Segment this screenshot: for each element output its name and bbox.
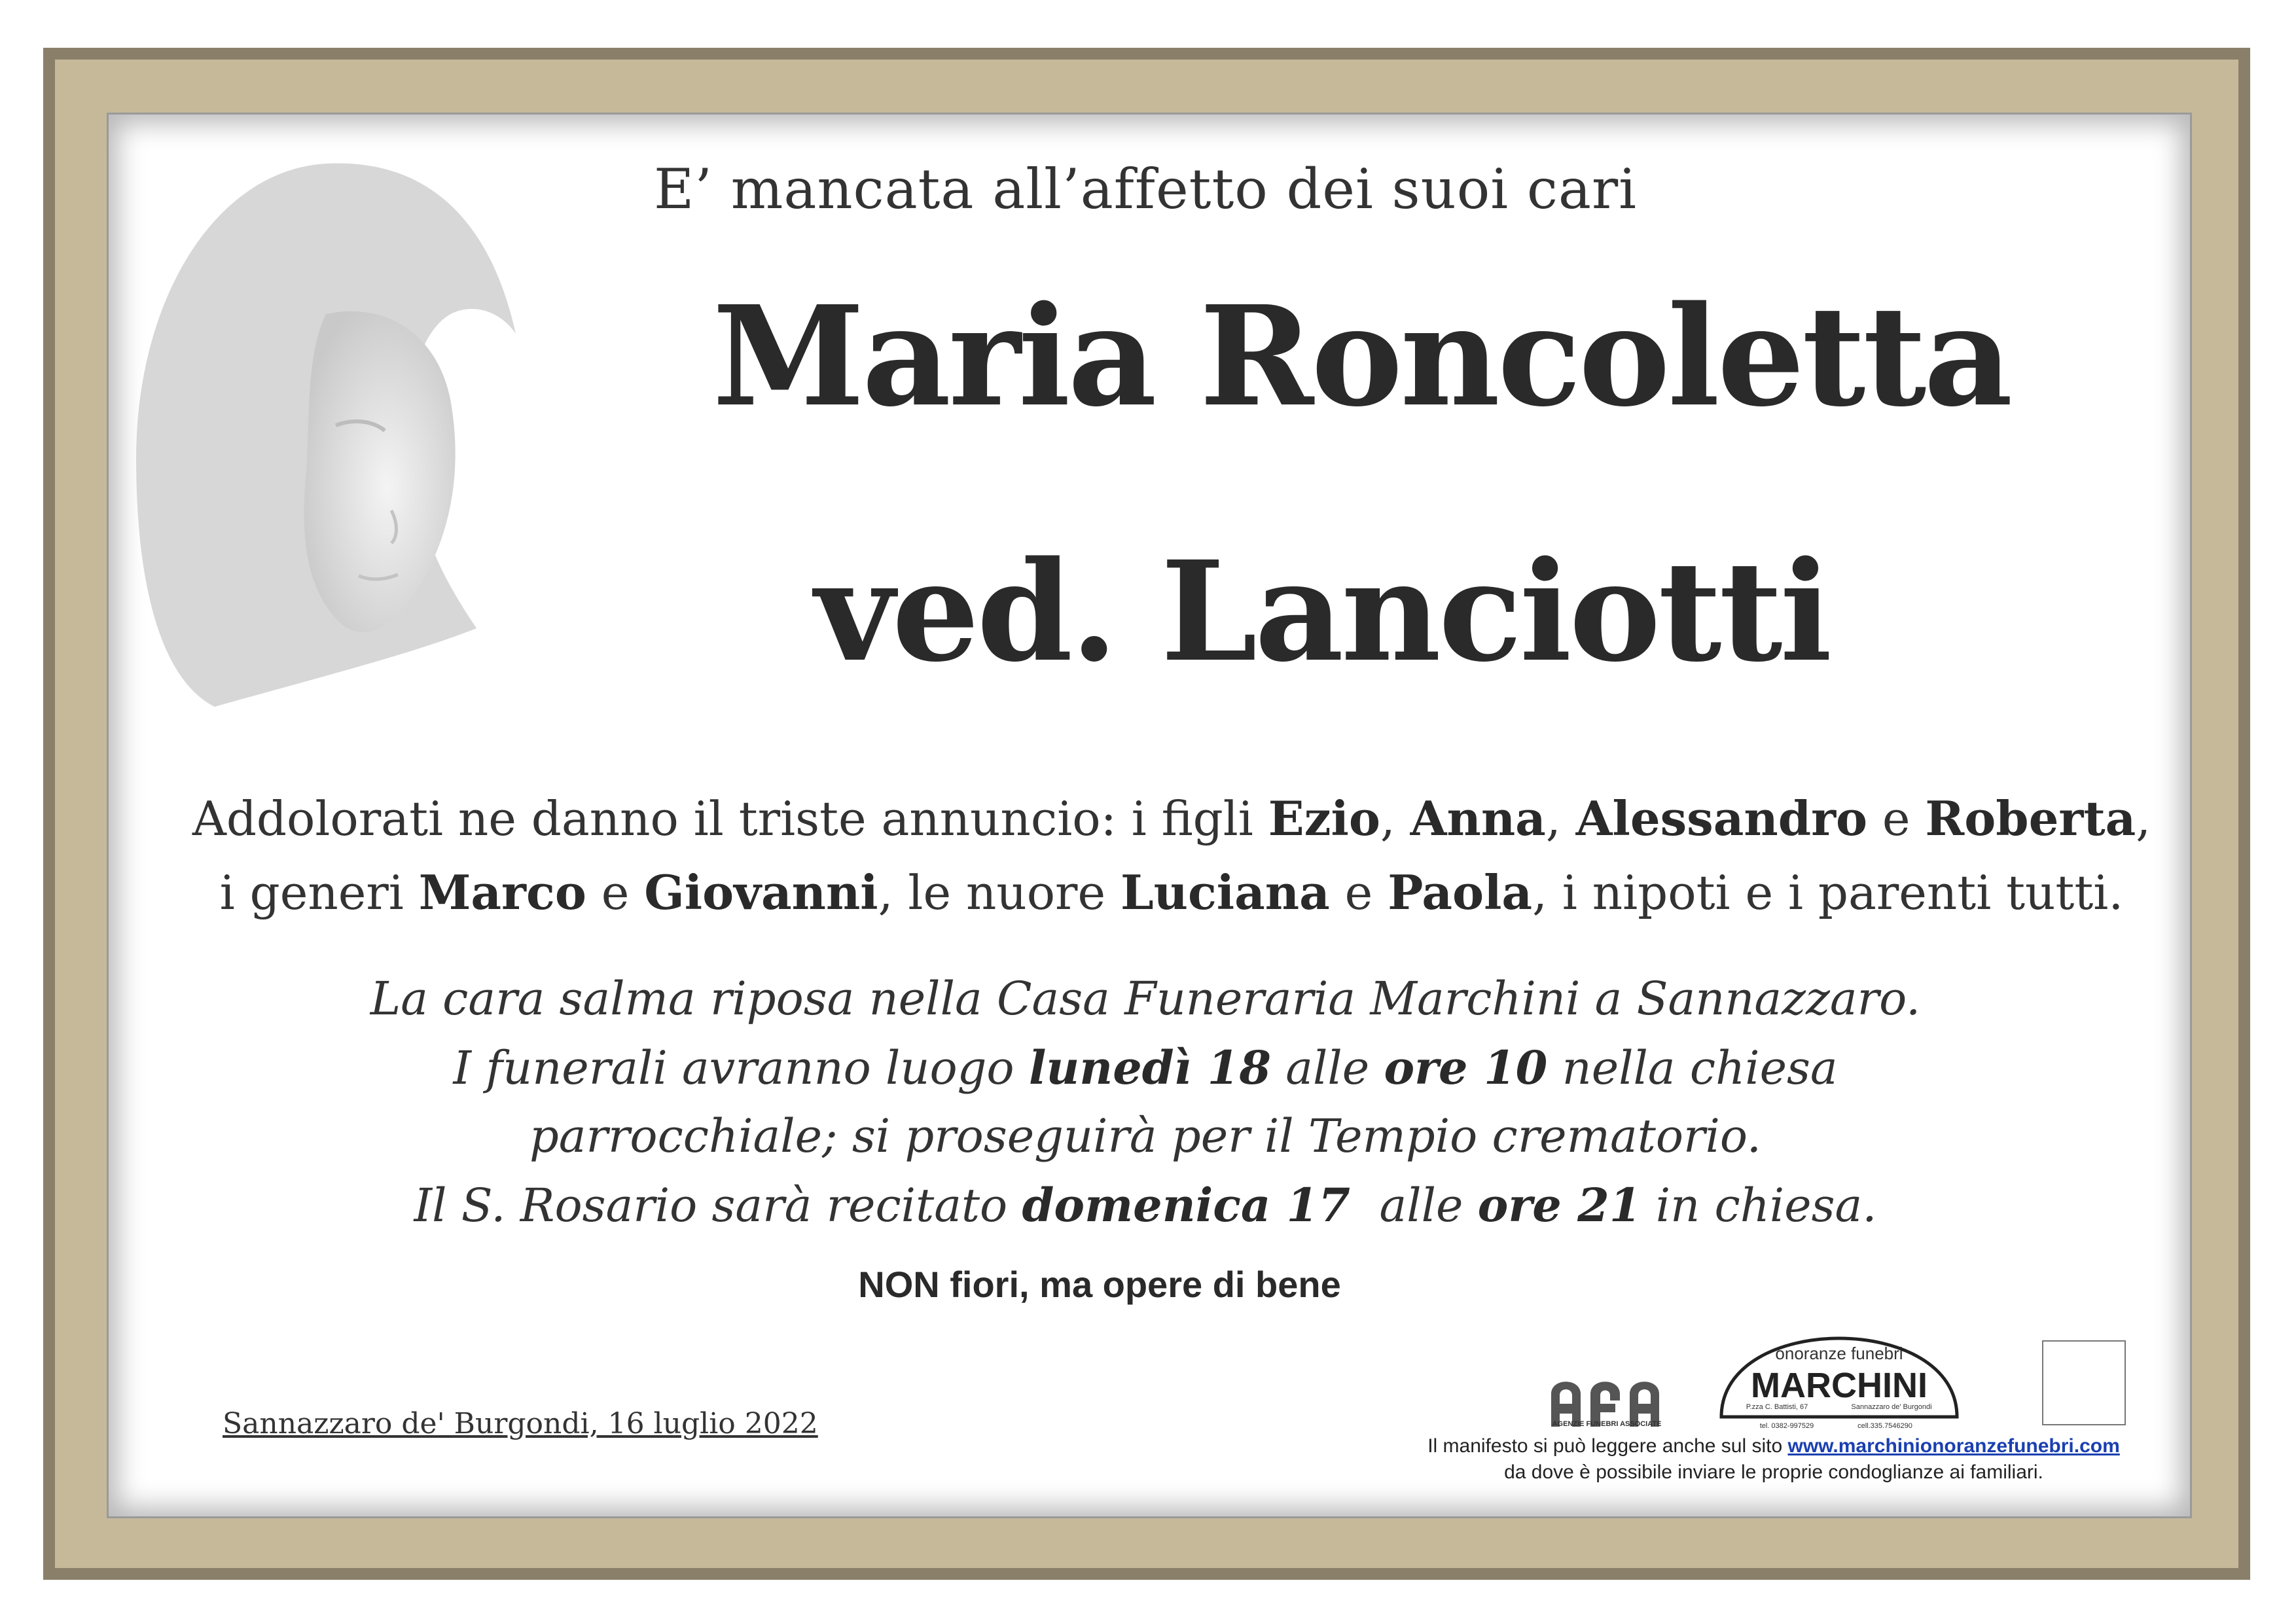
announcement-text: , i nipoti e i parenti tutti. bbox=[1532, 865, 2124, 920]
announcement-line-2 bbox=[170, 856, 2173, 929]
website-note-line-2: da dove è possibile inviare le proprie condoglianze ai familiari. bbox=[1504, 1461, 2043, 1483]
announcement-text: Addolorati ne danno il triste annuncio: i figli bbox=[192, 791, 1268, 846]
info-line-4 bbox=[327, 1178, 1964, 1232]
child-name: Anna bbox=[1410, 791, 1546, 846]
marchini-address: P.zza C. Battisti, 67 bbox=[1746, 1403, 1808, 1411]
separator: , bbox=[1545, 791, 1576, 846]
funeral-time: ore 10 bbox=[1384, 1041, 1548, 1095]
info-line-3: parrocchiale; si proseguirà per il Tempio crematorio. bbox=[529, 1109, 1762, 1163]
info-text: Il S. Rosario sarà recitato bbox=[414, 1179, 1022, 1232]
website-note-line-1 bbox=[1374, 1433, 2173, 1459]
marchini-town: Sannazzaro de' Burgondi bbox=[1851, 1403, 1932, 1411]
info-text: alle bbox=[1350, 1179, 1478, 1232]
marchini-mobile: cell.335.7546290 bbox=[1857, 1422, 1912, 1430]
info-line-1: La cara salma riposa nella Casa Funeraria Marchini a Sannazzaro. bbox=[370, 972, 1921, 1026]
announcement-line-1 bbox=[170, 782, 2173, 855]
website-link[interactable]: www.marchinionoranzefunebri.com bbox=[1787, 1435, 2120, 1457]
info-text: in chiesa. bbox=[1641, 1179, 1877, 1232]
announcement-text: , le nuore bbox=[878, 865, 1121, 920]
relative-name: Giovanni bbox=[644, 865, 878, 920]
deceased-name-widow: ved. Lanciotti bbox=[814, 531, 1830, 692]
funeral-date: lunedì 18 bbox=[1028, 1041, 1272, 1095]
info-text: alle bbox=[1271, 1041, 1384, 1095]
child-name: Alessandro bbox=[1575, 791, 1868, 846]
relative-name: Marco bbox=[418, 865, 586, 920]
relative-name: Luciana bbox=[1120, 865, 1330, 920]
qr-code-placeholder bbox=[2042, 1340, 2126, 1425]
info-text: nella chiesa bbox=[1547, 1041, 1838, 1095]
announcement-text: i generi bbox=[219, 865, 419, 920]
madonna-icon bbox=[110, 118, 555, 726]
separator: e bbox=[1329, 865, 1388, 920]
info-text: I funerali avranno luogo bbox=[453, 1041, 1029, 1095]
place-date: Sannazzaro de' Burgondi, 16 luglio 2022 bbox=[223, 1407, 818, 1440]
no-flowers-note: NON fiori, ma opere di bene bbox=[858, 1264, 1341, 1305]
website-note-text: Il manifesto si può leggere anche sul sito bbox=[1427, 1435, 1788, 1457]
relative-name: Paola bbox=[1388, 865, 1533, 920]
separator: e bbox=[1867, 791, 1926, 846]
marchini-logo bbox=[1708, 1325, 1970, 1436]
child-name: Ezio bbox=[1268, 791, 1380, 846]
separator: e bbox=[586, 865, 645, 920]
afa-caption: AGENZIE FUNEBRI ASSOCIATE bbox=[1552, 1420, 1662, 1428]
marchini-arc-text: onoranze funebri bbox=[1775, 1344, 1903, 1363]
separator: , bbox=[2136, 791, 2151, 846]
deceased-name: Maria Roncoletta bbox=[712, 276, 2011, 437]
rosary-date: domenica 17 bbox=[1022, 1178, 1350, 1232]
marchini-name: MARCHINI bbox=[1751, 1366, 1928, 1405]
separator: , bbox=[1380, 791, 1410, 846]
intro-text: E’ mancata all’affetto dei suoi cari bbox=[653, 157, 1638, 221]
info-line-2 bbox=[327, 1041, 1964, 1095]
marchini-phone: tel. 0382-997529 bbox=[1759, 1422, 1814, 1430]
child-name: Roberta bbox=[1925, 791, 2136, 846]
rosary-time: ore 21 bbox=[1477, 1178, 1641, 1232]
website-note bbox=[1374, 1433, 2173, 1486]
